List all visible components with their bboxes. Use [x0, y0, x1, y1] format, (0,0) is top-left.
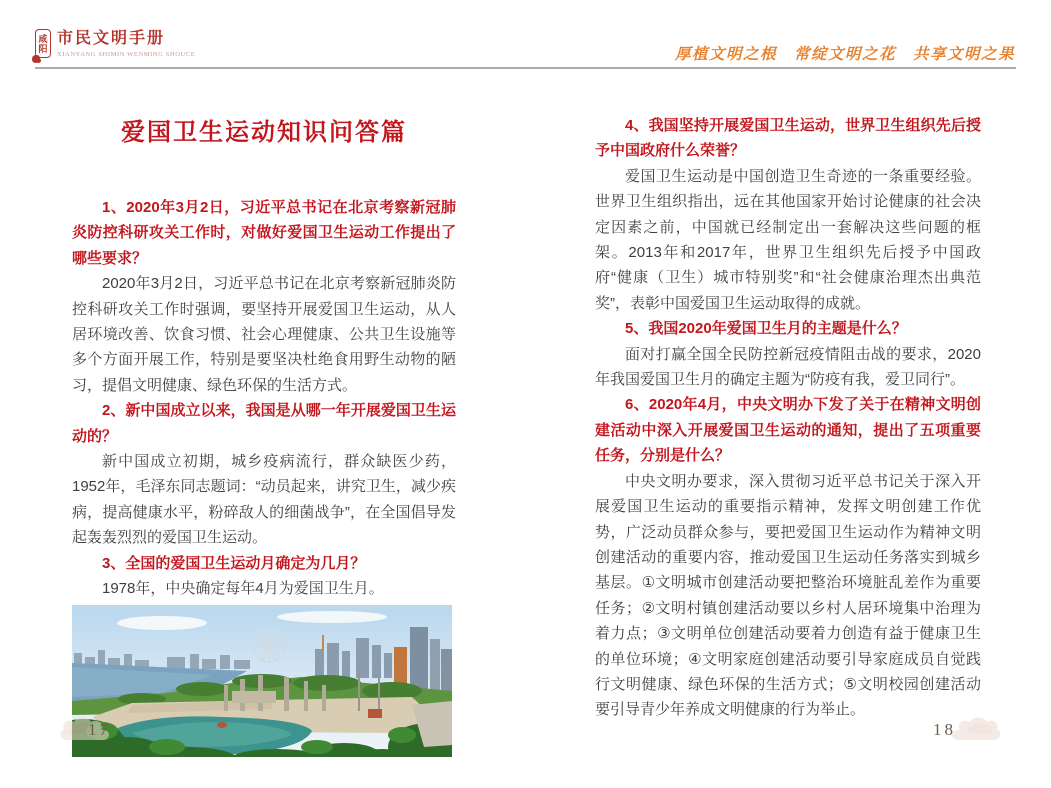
logo-subtitle: XIANYANG SHIMIN WENMING SHOUCE: [57, 51, 196, 58]
seal-icon: [35, 29, 51, 58]
question-2: 2、新中国成立以来，我国是从哪一年开展爱国卫生运动的？: [72, 402, 456, 445]
page-number-left: 17: [88, 720, 111, 739]
logo-title: 市民文明手册: [57, 30, 166, 47]
header-divider: [35, 67, 1016, 69]
page-title: 爱国卫生运动知识问答篇: [121, 119, 407, 146]
ferris-wheel: [253, 630, 285, 662]
seal-char-bottom: 阳: [38, 43, 48, 54]
question-4: 4、我国坚持开展爱国卫生运动，世界卫生组织先后授予中国政府什么荣誉？: [595, 117, 981, 160]
left-page-column: [72, 118, 456, 757]
right-page-footer: [905, 712, 956, 740]
answer-3: 1978年，中央确定每年4月为爱国卫生月。: [102, 580, 384, 598]
right-page-column: [595, 113, 981, 723]
question-5: 5、我国2020年爱国卫生月的主题是什么？: [625, 320, 907, 338]
seal-char-top: 咸: [38, 33, 48, 44]
question-6: 6、2020年4月，中央文明办下发了关于在精神文明创建活动中深入开展爱国卫生运动的通知，提出了五项重要任务，分别是什么？: [595, 396, 981, 465]
answer-4: 爱国卫生运动是中国创造卫生奇迹的一条重要经验。世界卫生组织指出，远在其他国家开始讨论健康的社会决定因素之前，中国就已经制定出一套解决这些问题的框架。2013年和2017年，世界卫生组织先后授予中国政府“健康（卫生）城市特别奖”和“社会健康治理杰出典范奖”，表彰中国爱国卫生运动取得的成就。: [595, 167, 981, 312]
handbook-logo: [35, 29, 195, 58]
logo-text: [57, 29, 195, 58]
header-slogan: 厚植文明之根 常绽文明之花 共享文明之果: [674, 46, 1015, 63]
answer-1: 2020年3月2日，习近平总书记在北京考察新冠肺炎防控科研攻关工作时强调，要坚持开展爱国卫生运动，从人居环境改善、饮食习惯、社会心理健康、公共卫生设施等多个方面开展工作，特别是要坚决杜绝食用野生动物的陋习，提倡文明健康、绿色环保的生活方式。: [72, 275, 456, 394]
question-3: 3、全国的爱国卫生运动月确定为几月？: [102, 554, 366, 572]
left-page-footer: [58, 712, 111, 740]
stamp-icon: [32, 55, 40, 63]
answer-2: 新中国成立初期，城乡疫病流行，群众缺医少药，1952年，毛泽东同志题词：“动员起来，讲究卫生，减少疾病，提高健康水平，粉碎敌人的细菌战争”，在全国倡导发起轰轰烈烈的爱国卫生运动。: [72, 453, 456, 547]
question-1: 1、2020年3月2日，习近平总书记在北京考察新冠肺炎防控科研攻关工作时，对做好爱国卫生运动工作提出了哪些要求？: [72, 199, 456, 267]
answer-5: 面对打赢全国全民防控新冠疫情阻击战的要求，2020年我国爱国卫生月的确定主题为“防疫有我，爱卫同行”。: [595, 345, 981, 389]
answer-6: 中央文明办要求，深入贯彻习近平总书记关于深入开展爱国卫生运动的重要指示精神，发挥文明创建工作优势，广泛动员群众参与，要把爱国卫生运动作为精神文明创建活动的重要内容，推动爱国卫生运动任务落实到城乡基层。①文明城市创建活动要把整治环境脏乱差作为重要任务；②文明村镇创建活动要以乡村人居环境集中治理为着力点；③文明单位创建活动要着力创造有益于健康卫生的单位环境；④文明家庭创建活动要引导家庭成员自觉践行文明健康、绿色环保的生活方式；⑤文明校园创建活动要引导青少年养成文明健康的行为举止。: [595, 472, 981, 719]
page-number-right: 18: [933, 720, 956, 739]
